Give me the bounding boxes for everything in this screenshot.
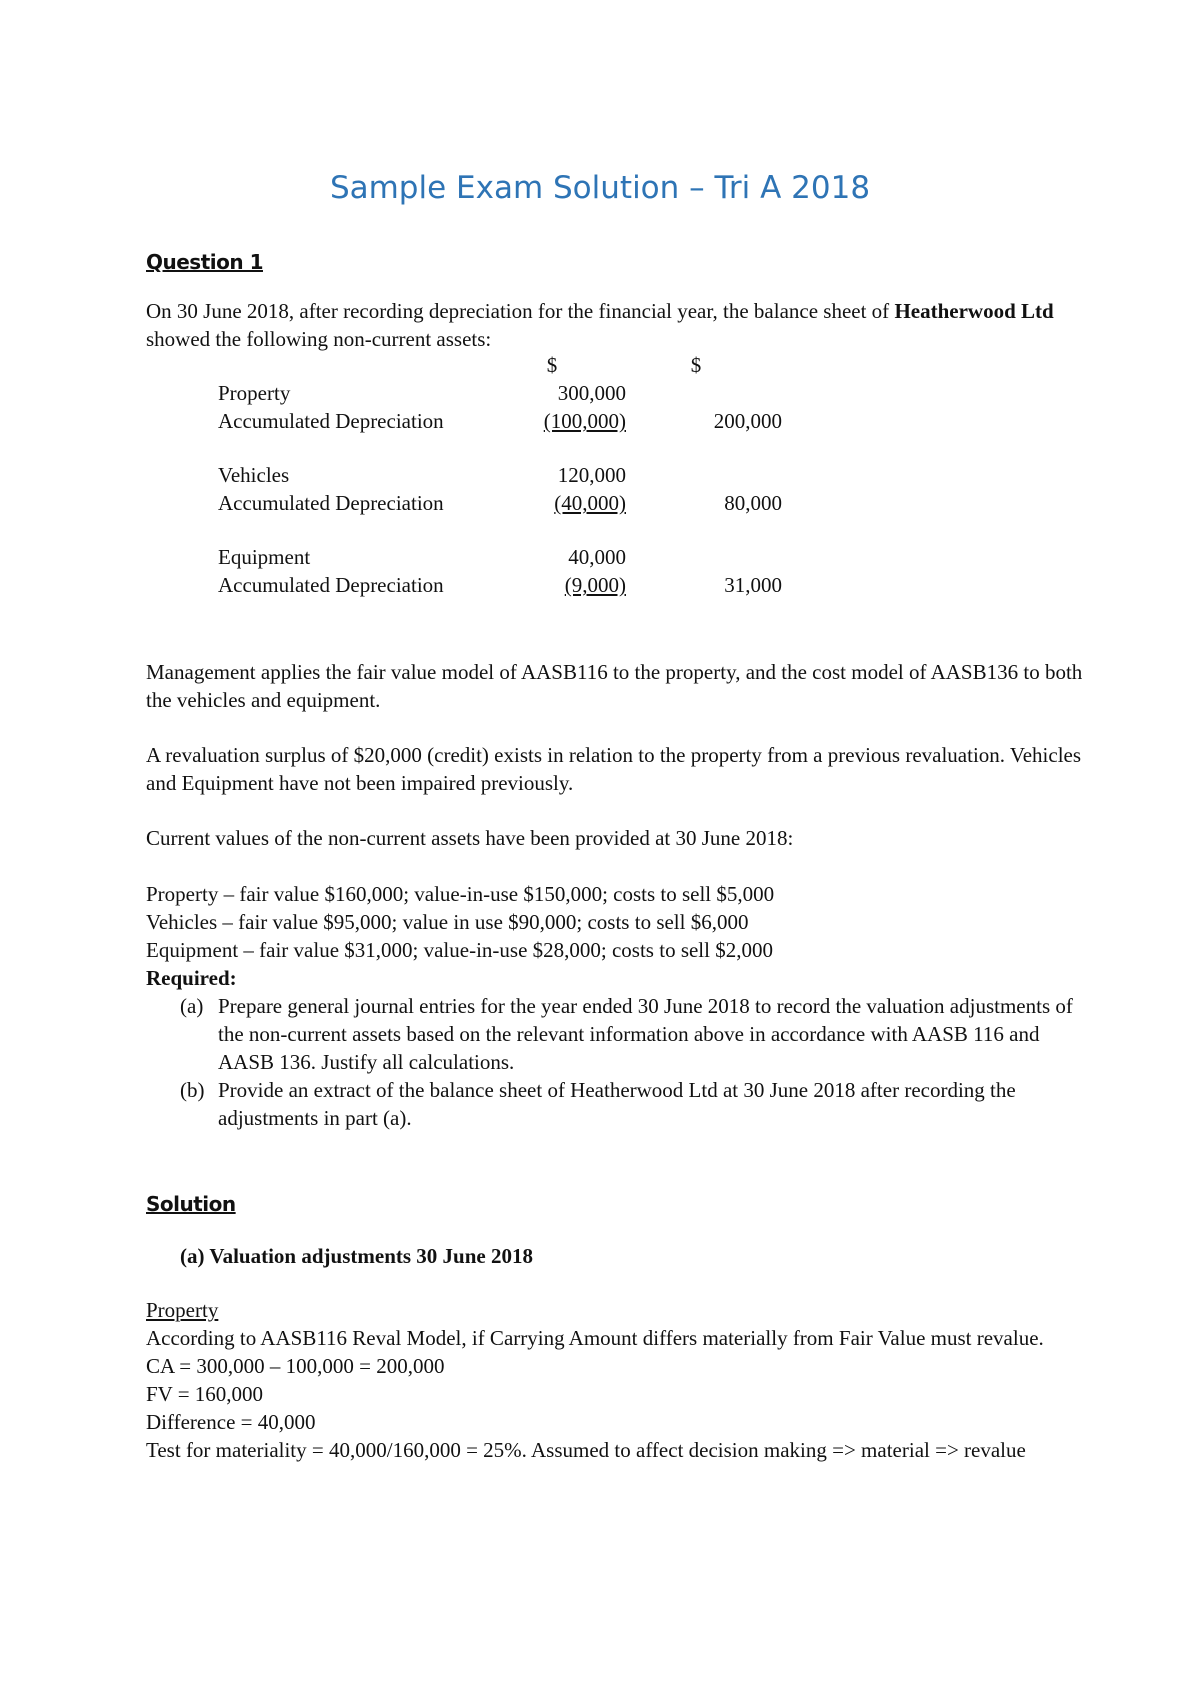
asset-table	[146, 351, 1046, 599]
table-row	[146, 379, 1046, 407]
table-spacer	[146, 435, 1046, 461]
solution-line: CA = 300,000 – 100,000 = 200,000	[146, 1354, 445, 1378]
question-heading: Question 1	[146, 250, 263, 274]
list-marker: (a)	[180, 994, 204, 1018]
asset-net: 31,000	[724, 573, 782, 597]
currency-header-2: $	[690, 353, 702, 377]
asset-label: Property	[218, 381, 291, 405]
solution-line: Difference = 40,000	[146, 1410, 316, 1434]
list-marker: (b)	[180, 1078, 205, 1102]
asset-label: Accumulated Depreciation	[218, 491, 444, 515]
solution-line: Test for materiality = 40,000/160,000 = 25%. Assumed to affect decision making => material => revalue	[146, 1438, 1026, 1462]
list-item	[180, 992, 1080, 1076]
table-header-row	[146, 351, 1046, 379]
asset-gross: (9,000)	[564, 573, 626, 597]
values-line-equipment: Equipment – fair value $31,000; value-in-use $28,000; costs to sell $2,000	[146, 938, 773, 962]
table-row	[146, 543, 1046, 571]
asset-gross: (100,000)	[543, 409, 626, 433]
solution-subheading: (a) Valuation adjustments 30 June 2018	[180, 1244, 533, 1268]
table-row	[146, 461, 1046, 489]
asset-net: 80,000	[724, 491, 782, 515]
required-label: Required:	[146, 966, 237, 990]
current-values-paragraph: Current values of the non-current assets have been provided at 30 June 2018:	[146, 826, 794, 850]
solution-line: According to AASB116 Reval Model, if Carrying Amount differs materially from Fair Value must revalue.	[146, 1326, 1044, 1350]
required-list	[180, 992, 1080, 1132]
surplus-paragraph: A revaluation surplus of $20,000 (credit) exists in relation to the property from a previous revaluation. Vehicles and Equipment have not been impaired previously.	[146, 743, 1082, 795]
asset-label: Equipment	[218, 545, 311, 569]
table-row	[146, 407, 1046, 435]
list-item-text: Provide an extract of the balance sheet of Heatherwood Ltd at 30 June 2018 after recording the adjustments in part (a).	[218, 1078, 1016, 1130]
document-title: Sample Exam Solution – Tri A 2018	[329, 170, 871, 206]
table-row	[146, 571, 1046, 599]
values-line-property: Property – fair value $160,000; value-in-use $150,000; costs to sell $5,000	[146, 882, 775, 906]
company-name: Heatherwood Ltd	[894, 299, 1054, 323]
intro-text-2: showed the following non-current assets:	[146, 327, 492, 351]
solution-line: FV = 160,000	[146, 1382, 264, 1406]
asset-label: Accumulated Depreciation	[218, 409, 444, 433]
asset-gross: 40,000	[568, 545, 626, 569]
asset-label: Vehicles	[218, 463, 290, 487]
table-spacer	[146, 517, 1046, 543]
asset-gross: 300,000	[557, 381, 626, 405]
property-label: Property	[146, 1298, 219, 1322]
solution-heading: Solution	[146, 1192, 236, 1216]
asset-gross: (40,000)	[554, 491, 626, 515]
table-row	[146, 489, 1046, 517]
list-item-text: Prepare general journal entries for the year ended 30 June 2018 to record the valuation adjustments of the non-current assets based on the relevant information above in accordance with AASB 116 and AASB 136. Justify all calculations.	[218, 994, 1073, 1074]
management-paragraph: Management applies the fair value model of AASB116 to the property, and the cost model of AASB136 to both the vehicles and equipment.	[146, 660, 1083, 712]
values-list	[146, 880, 1086, 992]
asset-label: Accumulated Depreciation	[218, 573, 444, 597]
intro-paragraph	[146, 297, 1086, 353]
currency-header-1: $	[546, 353, 558, 377]
intro-text-1: On 30 June 2018, after recording depreciation for the financial year, the balance sheet of	[146, 299, 890, 323]
asset-gross: 120,000	[557, 463, 626, 487]
values-line-vehicles: Vehicles – fair value $95,000; value in use $90,000; costs to sell $6,000	[146, 910, 749, 934]
list-item	[180, 1076, 1080, 1132]
solution-body	[146, 1296, 1086, 1464]
asset-net: 200,000	[713, 409, 782, 433]
